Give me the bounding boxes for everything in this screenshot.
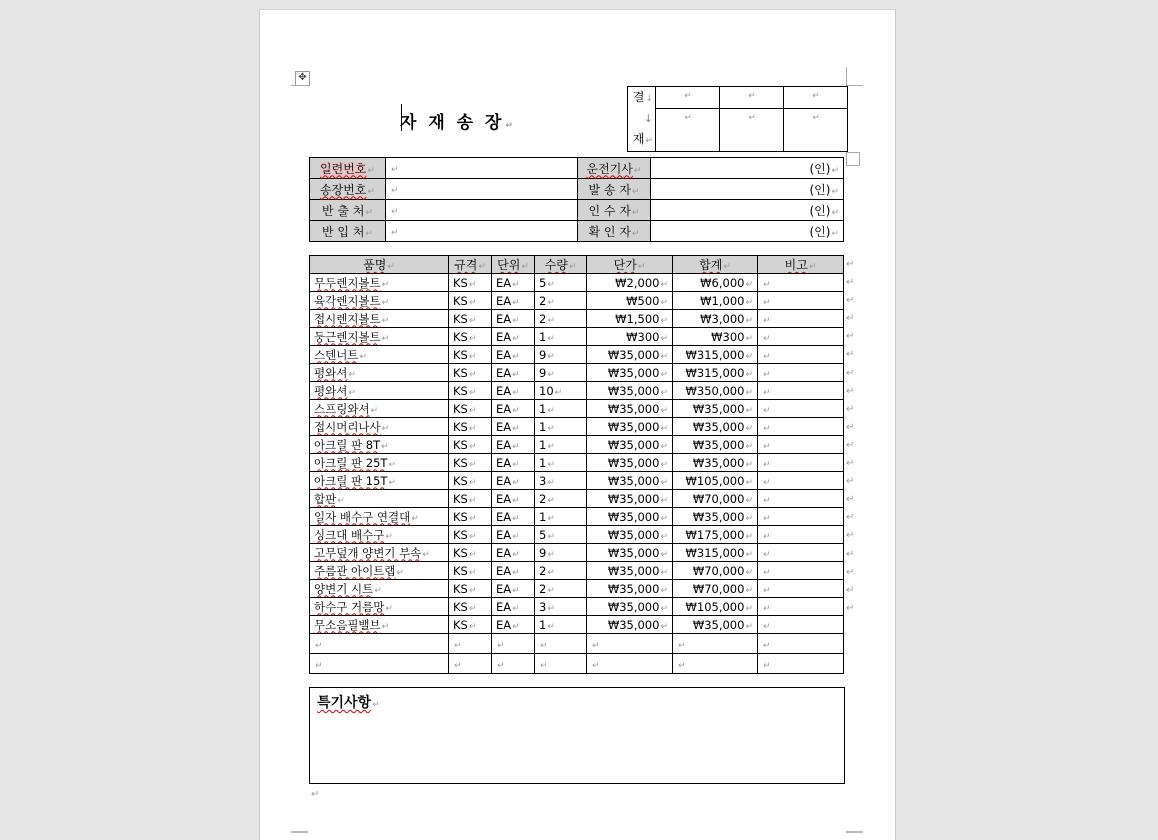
- info-sign-field[interactable]: (인)↵: [651, 221, 844, 242]
- item-unit-cell[interactable]: EA↵: [492, 310, 535, 328]
- item-price-cell[interactable]: ₩1,500↵: [587, 310, 673, 328]
- item-qty-cell[interactable]: 5↵: [535, 526, 587, 544]
- row-end-mark: ↵: [846, 295, 855, 307]
- margin-corner-top-right-h: [846, 85, 863, 86]
- item-total-cell[interactable]: ₩315,000↵: [673, 544, 758, 562]
- info-label: 확 인 자: [588, 224, 631, 239]
- table-row: [310, 598, 844, 616]
- row-end-mark: ↵: [846, 385, 855, 397]
- margin-corner-top-right: [846, 67, 847, 85]
- item-name-cell[interactable]: 일자 배수구 연결대↵: [310, 508, 449, 526]
- blank-table-row: [310, 654, 844, 674]
- item-spec-cell[interactable]: KS↵: [449, 310, 492, 328]
- table-row: [310, 292, 844, 310]
- item-qty-cell[interactable]: 2↵: [535, 562, 587, 580]
- info-row: 일련번호↵ ↵ 운전기사↵ (인)↵: [310, 158, 844, 179]
- signature-cell[interactable]: ↵: [784, 108, 848, 151]
- item-price-cell[interactable]: ₩500↵: [587, 292, 673, 310]
- column-header-spec[interactable]: 규격↵: [449, 256, 492, 274]
- item-spec-cell[interactable]: KS↵: [449, 616, 492, 634]
- item-note-cell[interactable]: ↵: [758, 526, 844, 544]
- item-name-cell[interactable]: 하수구 거름망↵: [310, 598, 449, 616]
- item-spec-cell[interactable]: KS↵: [449, 544, 492, 562]
- item-price-cell[interactable]: ₩35,000↵: [587, 544, 673, 562]
- item-qty-cell[interactable]: 2↵: [535, 490, 587, 508]
- table-row: [310, 274, 844, 292]
- item-note-cell[interactable]: ↵: [758, 418, 844, 436]
- row-end-marks: [846, 256, 854, 618]
- table-row: [310, 364, 844, 382]
- blank-cell[interactable]: ↵: [758, 654, 844, 674]
- item-name-cell[interactable]: 평와셔↵: [310, 364, 449, 382]
- margin-corner-top-left: [291, 85, 308, 86]
- row-end-mark: ↵: [846, 602, 855, 614]
- blank-cell[interactable]: ↵: [310, 654, 449, 674]
- item-spec-cell[interactable]: KS↵: [449, 580, 492, 598]
- item-price-cell[interactable]: ₩35,000↵: [587, 364, 673, 382]
- item-name-cell[interactable]: 양변기 시트↵: [310, 580, 449, 598]
- item-total-cell[interactable]: ₩70,000↵: [673, 580, 758, 598]
- item-qty-cell[interactable]: 2↵: [535, 310, 587, 328]
- item-total-cell[interactable]: ₩35,000↵: [673, 400, 758, 418]
- info-label: 반 입 처: [322, 224, 365, 239]
- row-end-mark: ↵: [846, 403, 855, 415]
- blank-cell[interactable]: ↵: [587, 654, 673, 674]
- info-value-field[interactable]: ↵: [386, 221, 578, 242]
- blank-cell[interactable]: ↵: [310, 634, 449, 654]
- item-unit-cell[interactable]: EA↵: [492, 544, 535, 562]
- item-total-cell[interactable]: ₩6,000↵: [673, 274, 758, 292]
- item-unit-cell[interactable]: EA↵: [492, 508, 535, 526]
- item-qty-cell[interactable]: 3↵: [535, 472, 587, 490]
- table-row: [310, 436, 844, 454]
- table-row: [310, 328, 844, 346]
- row-end-mark: ↵: [846, 512, 855, 524]
- info-value-field[interactable]: ↵: [386, 158, 578, 179]
- item-total-cell[interactable]: ₩70,000↵: [673, 562, 758, 580]
- signature-cell[interactable]: ↵: [656, 108, 720, 151]
- table-row: [310, 454, 844, 472]
- item-name-cell[interactable]: 아크릴 판 25T↵: [310, 454, 449, 472]
- info-row: 반 입 처↵ ↵ 확 인 자↵ (인)↵: [310, 221, 844, 242]
- item-spec-cell[interactable]: KS↵: [449, 472, 492, 490]
- item-note-cell[interactable]: ↵: [758, 382, 844, 400]
- item-price-cell[interactable]: ₩35,000↵: [587, 436, 673, 454]
- item-spec-cell[interactable]: KS↵: [449, 562, 492, 580]
- table-row: [310, 310, 844, 328]
- item-note-cell[interactable]: ↵: [758, 292, 844, 310]
- signature-cell[interactable]: ↵: [720, 108, 784, 151]
- paragraph-end-mark: ↵: [311, 789, 320, 800]
- row-end-mark: ↵: [846, 476, 855, 488]
- blank-cell[interactable]: ↵: [449, 634, 492, 654]
- item-total-cell[interactable]: ₩35,000↵: [673, 418, 758, 436]
- item-qty-cell[interactable]: 10↵: [535, 382, 587, 400]
- item-note-cell[interactable]: ↵: [758, 328, 844, 346]
- items-header-row: [310, 256, 844, 274]
- item-note-cell[interactable]: ↵: [758, 454, 844, 472]
- item-price-cell[interactable]: ₩35,000↵: [587, 490, 673, 508]
- info-sign-field[interactable]: (인)↵: [651, 200, 844, 221]
- item-note-cell[interactable]: ↵: [758, 274, 844, 292]
- approval-table: [627, 86, 848, 152]
- item-name-cell[interactable]: 아크릴 판 15T↵: [310, 472, 449, 490]
- table-row: [310, 382, 844, 400]
- row-end-mark: ↵: [846, 458, 855, 470]
- item-qty-cell[interactable]: 5↵: [535, 274, 587, 292]
- item-price-cell[interactable]: ₩35,000↵: [587, 418, 673, 436]
- item-spec-cell[interactable]: KS↵: [449, 526, 492, 544]
- item-unit-cell[interactable]: EA↵: [492, 400, 535, 418]
- item-total-cell[interactable]: ₩35,000↵: [673, 454, 758, 472]
- item-unit-cell[interactable]: EA↵: [492, 454, 535, 472]
- item-total-cell[interactable]: ₩35,000↵: [673, 616, 758, 634]
- item-note-cell[interactable]: ↵: [758, 472, 844, 490]
- item-spec-cell[interactable]: KS↵: [449, 490, 492, 508]
- row-end-mark: ↵: [846, 584, 855, 596]
- item-price-cell[interactable]: ₩2,000↵: [587, 274, 673, 292]
- item-qty-cell[interactable]: 3↵: [535, 598, 587, 616]
- item-qty-cell[interactable]: 2↵: [535, 292, 587, 310]
- item-spec-cell[interactable]: KS↵: [449, 400, 492, 418]
- info-label: 일련번호: [320, 161, 367, 176]
- item-price-cell[interactable]: ₩35,000↵: [587, 526, 673, 544]
- row-end-mark: ↵: [846, 439, 855, 451]
- item-note-cell[interactable]: ↵: [758, 562, 844, 580]
- item-unit-cell[interactable]: EA↵: [492, 436, 535, 454]
- info-table: [309, 157, 844, 242]
- table-resize-handle[interactable]: [846, 152, 860, 166]
- item-unit-cell[interactable]: EA↵: [492, 328, 535, 346]
- item-note-cell[interactable]: ↵: [758, 400, 844, 418]
- item-spec-cell[interactable]: KS↵: [449, 346, 492, 364]
- item-qty-cell[interactable]: 1↵: [535, 436, 587, 454]
- item-note-cell[interactable]: ↵: [758, 598, 844, 616]
- item-name-cell[interactable]: 고무덮개 양변기 부속↵: [310, 544, 449, 562]
- info-label: 반 출 처: [322, 203, 365, 218]
- item-total-cell[interactable]: ₩70,000↵: [673, 490, 758, 508]
- info-sign-field[interactable]: (인)↵: [651, 158, 844, 179]
- item-spec-cell[interactable]: KS↵: [449, 364, 492, 382]
- item-name-cell[interactable]: 주름관 아이트랩↵: [310, 562, 449, 580]
- item-qty-cell[interactable]: 1↵: [535, 400, 587, 418]
- item-name-cell[interactable]: 무두렌지볼트↵: [310, 274, 449, 292]
- table-move-handle-icon[interactable]: ✥: [295, 71, 310, 86]
- item-name-cell[interactable]: 둥근렌지볼트↵: [310, 328, 449, 346]
- info-value-field[interactable]: ↵: [386, 200, 578, 221]
- info-label: 운전기사: [586, 161, 633, 176]
- row-end-mark: ↵: [846, 259, 855, 270]
- item-price-cell[interactable]: ₩35,000↵: [587, 472, 673, 490]
- item-spec-cell[interactable]: KS↵: [449, 382, 492, 400]
- item-qty-cell[interactable]: 1↵: [535, 508, 587, 526]
- item-note-cell[interactable]: ↵: [758, 544, 844, 562]
- item-price-cell[interactable]: ₩35,000↵: [587, 346, 673, 364]
- item-unit-cell[interactable]: EA↵: [492, 526, 535, 544]
- item-note-cell[interactable]: ↵: [758, 580, 844, 598]
- item-name-cell[interactable]: 무소음필밸브↵: [310, 616, 449, 634]
- item-name-cell[interactable]: 접시렌지볼트↵: [310, 310, 449, 328]
- row-end-mark: ↵: [846, 367, 855, 379]
- item-price-cell[interactable]: ₩35,000↵: [587, 562, 673, 580]
- blank-cell[interactable]: ↵: [535, 654, 587, 674]
- item-spec-cell[interactable]: KS↵: [449, 598, 492, 616]
- approval-cell[interactable]: ↵: [720, 87, 784, 109]
- table-row: [310, 562, 844, 580]
- item-price-cell[interactable]: ₩35,000↵: [587, 382, 673, 400]
- item-unit-cell[interactable]: EA↵: [492, 472, 535, 490]
- item-price-cell[interactable]: ₩35,000↵: [587, 508, 673, 526]
- row-end-mark: ↵: [846, 530, 855, 542]
- table-row: [310, 472, 844, 490]
- item-spec-cell[interactable]: KS↵: [449, 454, 492, 472]
- item-total-cell[interactable]: ₩315,000↵: [673, 346, 758, 364]
- items-table: [309, 255, 844, 674]
- blank-cell[interactable]: ↵: [492, 654, 535, 674]
- blank-cell[interactable]: ↵: [758, 634, 844, 654]
- item-total-cell[interactable]: ₩1,000↵: [673, 292, 758, 310]
- item-price-cell[interactable]: ₩300↵: [587, 328, 673, 346]
- row-end-mark: ↵: [846, 277, 855, 289]
- info-label: 송장번호: [320, 182, 367, 197]
- item-qty-cell[interactable]: 9↵: [535, 346, 587, 364]
- column-header-price[interactable]: 단가↵: [587, 256, 673, 274]
- approval-label-cell: 결↓ ↓ 재↵: [628, 87, 656, 152]
- item-price-cell[interactable]: ₩35,000↵: [587, 616, 673, 634]
- item-qty-cell[interactable]: 2↵: [535, 580, 587, 598]
- table-row: [310, 418, 844, 436]
- item-total-cell[interactable]: ₩300↵: [673, 328, 758, 346]
- item-unit-cell[interactable]: EA↵: [492, 598, 535, 616]
- item-unit-cell[interactable]: EA↵: [492, 292, 535, 310]
- item-name-cell[interactable]: 평와셔↵: [310, 382, 449, 400]
- item-qty-cell[interactable]: 1↵: [535, 454, 587, 472]
- blank-table-row: [310, 634, 844, 654]
- item-total-cell[interactable]: ₩35,000↵: [673, 436, 758, 454]
- item-unit-cell[interactable]: EA↵: [492, 490, 535, 508]
- item-price-cell[interactable]: ₩35,000↵: [587, 598, 673, 616]
- item-spec-cell[interactable]: KS↵: [449, 436, 492, 454]
- row-end-mark: ↵: [846, 421, 855, 433]
- item-unit-cell[interactable]: EA↵: [492, 346, 535, 364]
- item-price-cell[interactable]: ₩35,000↵: [587, 400, 673, 418]
- item-note-cell[interactable]: ↵: [758, 346, 844, 364]
- item-price-cell[interactable]: ₩35,000↵: [587, 454, 673, 472]
- special-notes-box[interactable]: [309, 687, 845, 784]
- column-header-name[interactable]: 품명↵: [310, 256, 449, 274]
- column-header-qty[interactable]: 수량↵: [535, 256, 587, 274]
- item-note-cell[interactable]: ↵: [758, 364, 844, 382]
- column-header-total[interactable]: 합계↵: [673, 256, 758, 274]
- table-row: [310, 490, 844, 508]
- item-note-cell[interactable]: ↵: [758, 436, 844, 454]
- row-end-mark: ↵: [846, 349, 855, 361]
- blank-cell[interactable]: ↵: [587, 634, 673, 654]
- table-row: [310, 580, 844, 598]
- item-name-cell[interactable]: 스텐너트↵: [310, 346, 449, 364]
- blank-cell[interactable]: ↵: [492, 634, 535, 654]
- blank-cell[interactable]: ↵: [673, 634, 758, 654]
- approval-cell[interactable]: ↵: [784, 87, 848, 109]
- item-qty-cell[interactable]: 1↵: [535, 616, 587, 634]
- blank-cell[interactable]: ↵: [673, 654, 758, 674]
- item-unit-cell[interactable]: EA↵: [492, 616, 535, 634]
- item-unit-cell[interactable]: EA↵: [492, 580, 535, 598]
- row-end-mark: ↵: [846, 331, 855, 343]
- item-spec-cell[interactable]: KS↵: [449, 274, 492, 292]
- item-note-cell[interactable]: ↵: [758, 616, 844, 634]
- item-spec-cell[interactable]: KS↵: [449, 508, 492, 526]
- info-sign-field[interactable]: (인)↵: [651, 179, 844, 200]
- item-total-cell[interactable]: ₩175,000↵: [673, 526, 758, 544]
- info-row: 송장번호↵ ↵ 발 송 자↵ (인)↵: [310, 179, 844, 200]
- document-title[interactable]: 자 재 송 장↵: [400, 113, 516, 133]
- info-row: 반 출 처↵ ↵ 인 수 자↵ (인)↵: [310, 200, 844, 221]
- item-qty-cell[interactable]: 9↵: [535, 364, 587, 382]
- info-label: 인 수 자: [588, 203, 631, 218]
- item-name-cell[interactable]: 아크릴 판 8T↵: [310, 436, 449, 454]
- item-unit-cell[interactable]: EA↵: [492, 364, 535, 382]
- item-name-cell[interactable]: 합판↵: [310, 490, 449, 508]
- item-spec-cell[interactable]: KS↵: [449, 328, 492, 346]
- table-row: [310, 526, 844, 544]
- approval-cell[interactable]: ↵: [656, 87, 720, 109]
- row-end-mark: ↵: [846, 548, 855, 560]
- item-qty-cell[interactable]: 1↵: [535, 328, 587, 346]
- item-unit-cell[interactable]: EA↵: [492, 382, 535, 400]
- item-name-cell[interactable]: 육각렌지볼트↵: [310, 292, 449, 310]
- item-qty-cell[interactable]: 9↵: [535, 544, 587, 562]
- item-total-cell[interactable]: ₩35,000↵: [673, 508, 758, 526]
- column-header-unit[interactable]: 단위↵: [492, 256, 535, 274]
- info-label: 발 송 자: [588, 182, 631, 197]
- item-total-cell[interactable]: ₩3,000↵: [673, 310, 758, 328]
- blank-cell[interactable]: ↵: [449, 654, 492, 674]
- item-unit-cell[interactable]: EA↵: [492, 274, 535, 292]
- table-row: [310, 616, 844, 634]
- blank-cell[interactable]: ↵: [535, 634, 587, 654]
- item-unit-cell[interactable]: EA↵: [492, 418, 535, 436]
- table-row: [310, 400, 844, 418]
- item-price-cell[interactable]: ₩35,000↵: [587, 580, 673, 598]
- item-note-cell[interactable]: ↵: [758, 508, 844, 526]
- row-end-mark: ↵: [846, 313, 855, 325]
- row-end-mark: ↵: [846, 566, 855, 578]
- item-total-cell[interactable]: ₩105,000↵: [673, 598, 758, 616]
- item-unit-cell[interactable]: EA↵: [492, 562, 535, 580]
- item-spec-cell[interactable]: KS↵: [449, 418, 492, 436]
- item-qty-cell[interactable]: 1↵: [535, 418, 587, 436]
- special-notes-title: 특기사항↵: [317, 695, 380, 711]
- item-total-cell[interactable]: ₩350,000↵: [673, 382, 758, 400]
- column-header-note[interactable]: 비고↵: [758, 256, 844, 274]
- table-row: [310, 508, 844, 526]
- table-row: [310, 544, 844, 562]
- item-spec-cell[interactable]: KS↵: [449, 292, 492, 310]
- item-name-cell[interactable]: 스프링와셔↵: [310, 400, 449, 418]
- item-total-cell[interactable]: ₩315,000↵: [673, 364, 758, 382]
- item-name-cell[interactable]: 접시머리나사↵: [310, 418, 449, 436]
- info-value-field[interactable]: ↵: [386, 179, 578, 200]
- item-note-cell[interactable]: ↵: [758, 310, 844, 328]
- item-name-cell[interactable]: 싱크대 배수구↵: [310, 526, 449, 544]
- item-total-cell[interactable]: ₩105,000↵: [673, 472, 758, 490]
- table-row: [310, 346, 844, 364]
- item-note-cell[interactable]: ↵: [758, 490, 844, 508]
- row-end-mark: ↵: [846, 494, 855, 506]
